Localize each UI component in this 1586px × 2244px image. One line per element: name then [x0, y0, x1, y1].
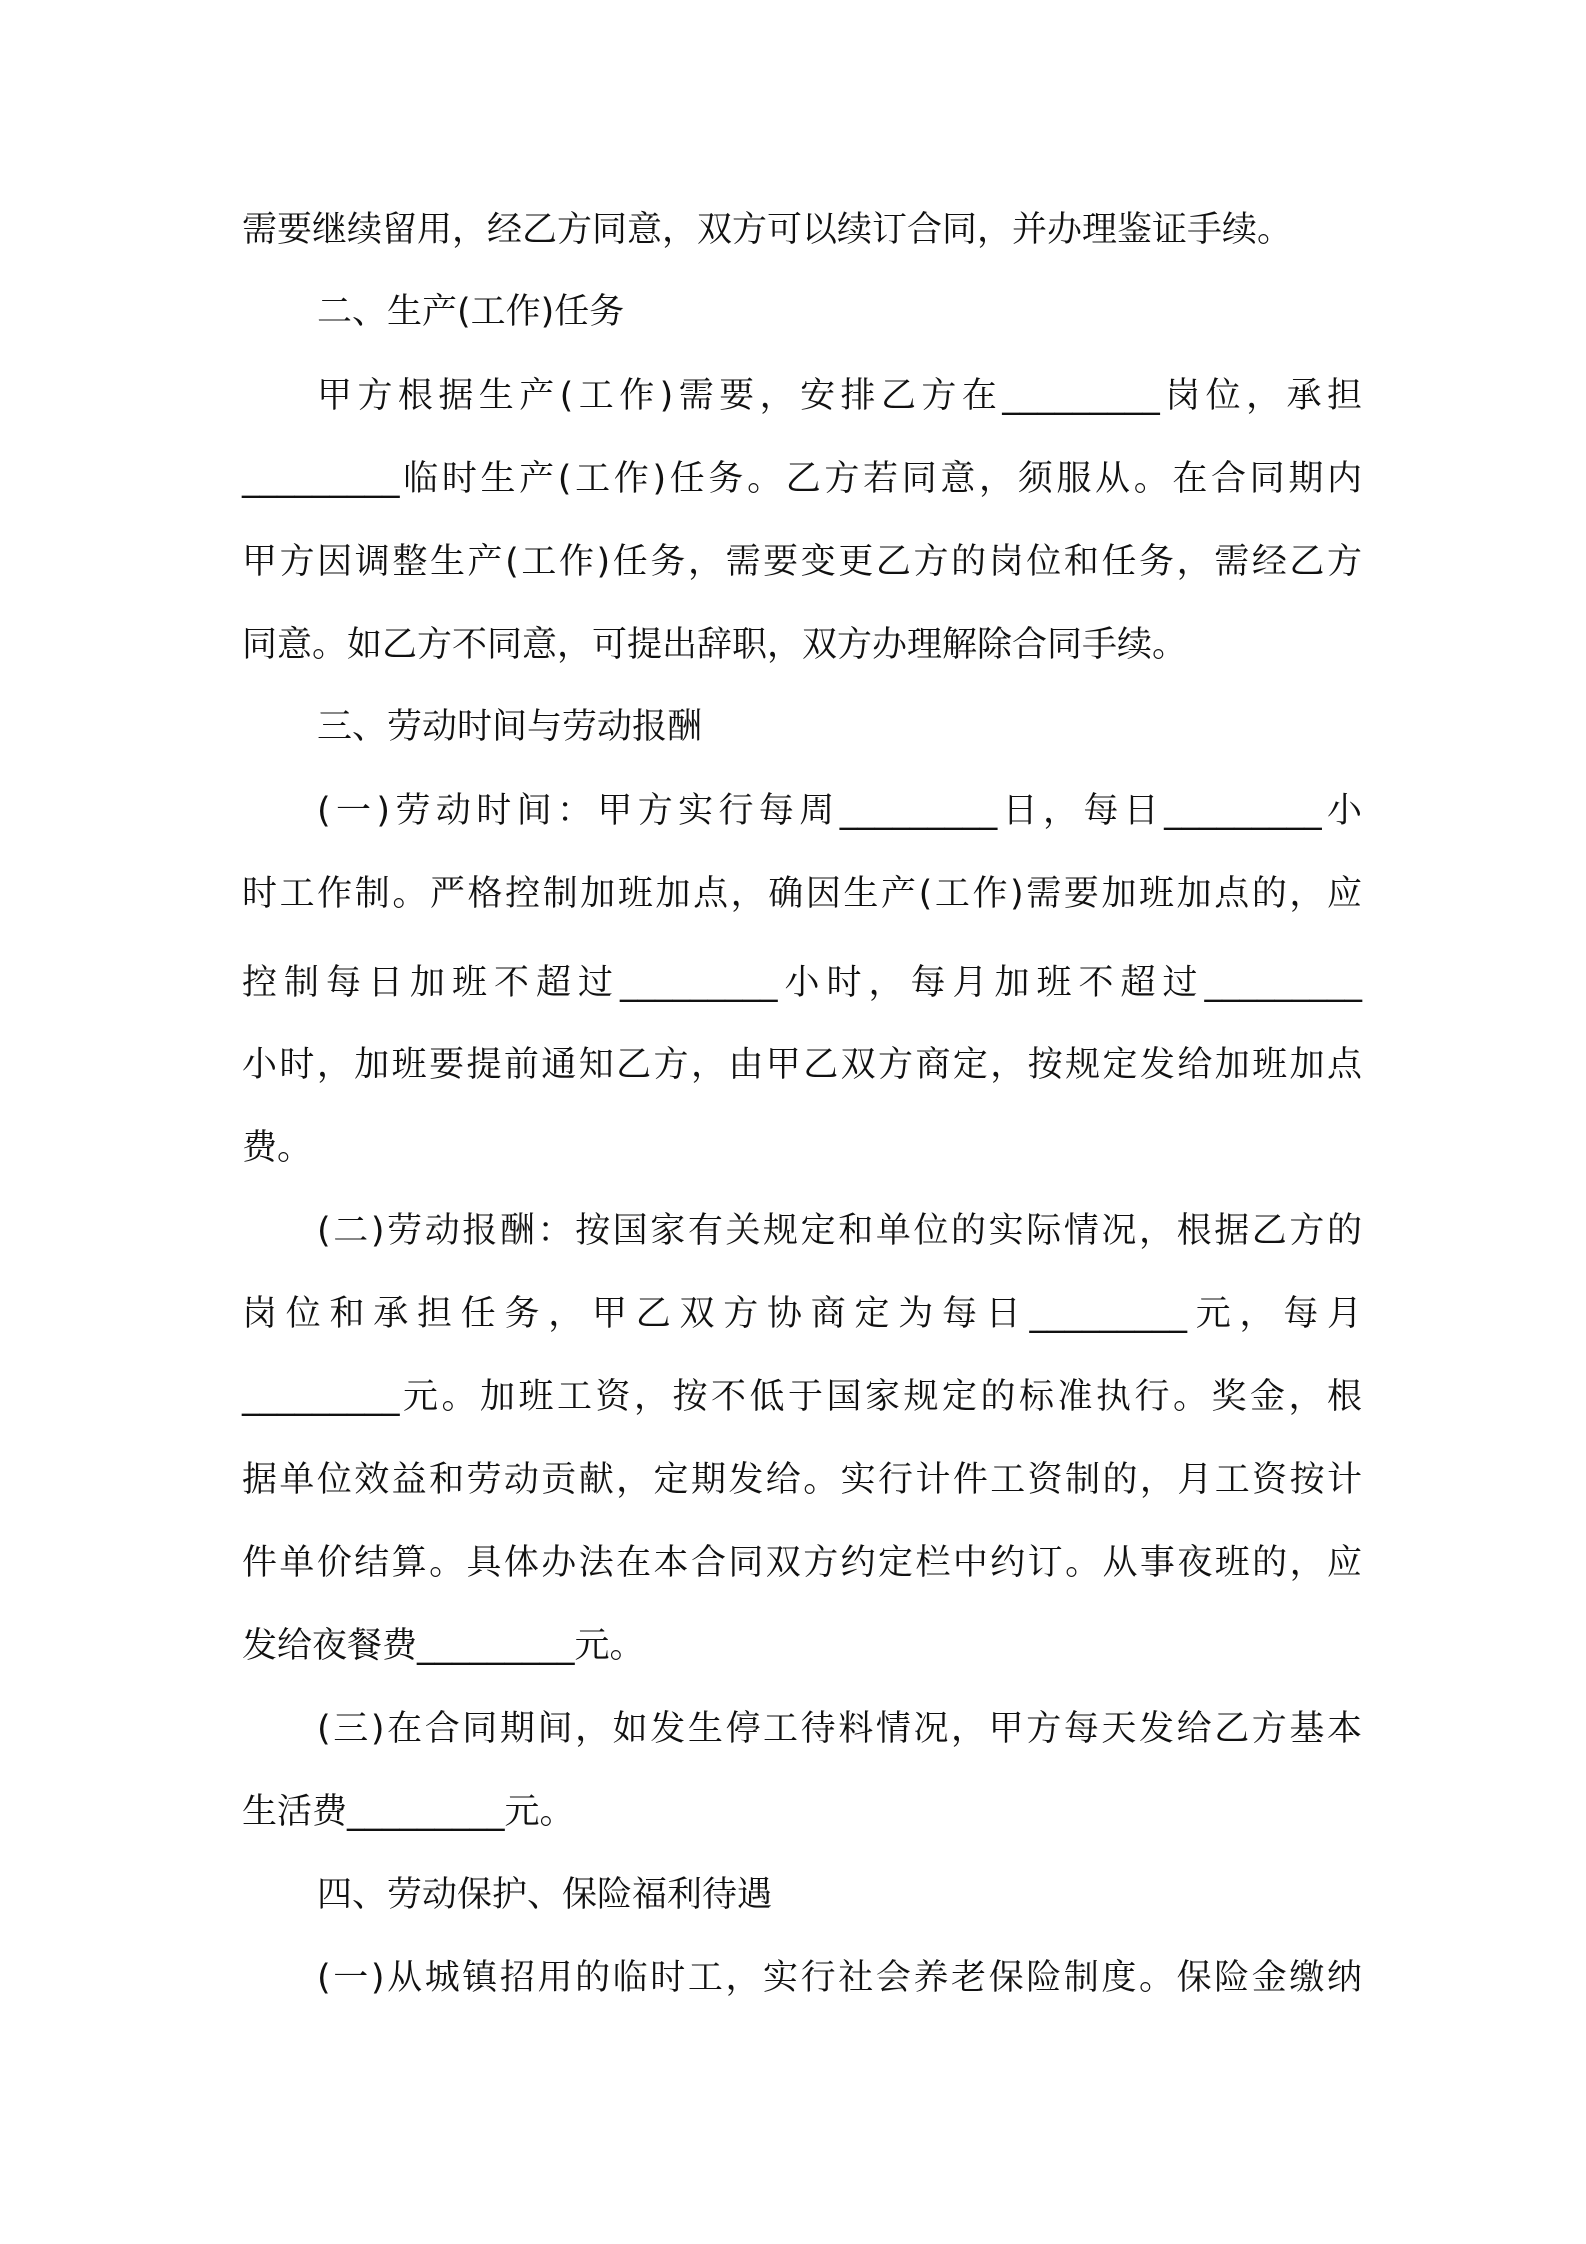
paragraph-line: 岗位和承担任务，甲乙双方协商定为每日_________元，每月	[242, 1294, 1362, 1334]
paragraph-line: (一)从城镇招用的临时工，实行社会养老保险制度。保险金缴纳	[317, 1958, 1362, 1998]
paragraph-line: 同意。如乙方不同意，可提出辞职，双方办理解除合同手续。	[242, 625, 1188, 665]
paragraph-line: (三)在合同期间，如发生停工待料情况，甲方每天发给乙方基本	[317, 1709, 1362, 1749]
paragraph-line: 小时，加班要提前通知乙方，由甲乙双方商定，按规定发给加班加点	[242, 1045, 1362, 1085]
paragraph-line: 甲方因调整生产(工作)任务，需要变更乙方的岗位和任务，需经乙方	[242, 542, 1362, 582]
section-heading: 四、劳动保护、保险福利待遇	[317, 1875, 773, 1915]
paragraph-line: 发给夜餐费_________元。	[242, 1626, 645, 1666]
section-heading: 二、生产(工作)任务	[317, 292, 625, 332]
paragraph-line: 控制每日加班不超过_________小时，每月加班不超过_________	[242, 963, 1362, 1003]
paragraph-line: (一)劳动时间：甲方实行每周_________日，每日_________小	[317, 791, 1362, 831]
paragraph-line: 据单位效益和劳动贡献，定期发给。实行计件工资制的，月工资按计	[242, 1460, 1362, 1500]
paragraph-line: 甲方根据生产(工作)需要，安排乙方在_________岗位，承担	[317, 376, 1362, 416]
paragraph-line: _________元。加班工资，按不低于国家规定的标准执行。奖金，根	[242, 1377, 1362, 1417]
paragraph-line: 时工作制。严格控制加班加点，确因生产(工作)需要加班加点的，应	[242, 874, 1362, 914]
section-heading: 三、劳动时间与劳动报酬	[317, 707, 703, 747]
paragraph-line: _________临时生产(工作)任务。乙方若同意，须服从。在合同期内	[242, 459, 1362, 499]
paragraph-line: 需要继续留用，经乙方同意，双方可以续订合同，并办理鉴证手续。	[242, 210, 1293, 250]
paragraph-line: 费。	[242, 1128, 313, 1168]
paragraph-line: 件单价结算。具体办法在本合同双方约定栏中约订。从事夜班的，应	[242, 1543, 1362, 1583]
paragraph-line: (二)劳动报酬：按国家有关规定和单位的实际情况，根据乙方的	[317, 1211, 1362, 1251]
paragraph-line: 生活费_________元。	[242, 1792, 575, 1832]
